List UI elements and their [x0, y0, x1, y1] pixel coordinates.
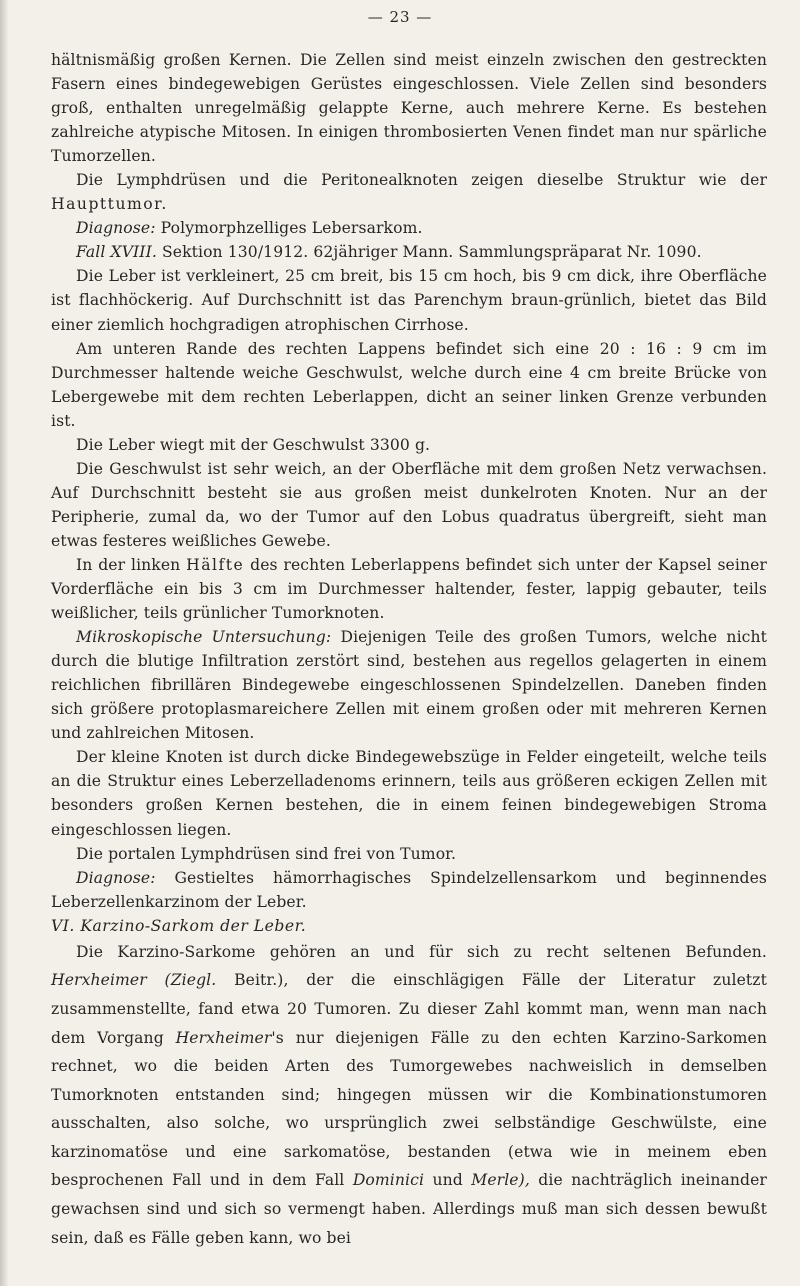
section-heading: VI. Karzino-Sarkom der Leber. — [51, 916, 307, 935]
microscopy-label: Mikroskopische Untersuchung: — [76, 628, 332, 647]
paragraph: Die Leber ist verkleinert, 25 cm breit, bis 15 cm hoch, bis 9 cm dick, ihre Oberfläche ist flachhöckerig. Auf Durchschnitt ist das Parenchym braun-grünlich, bietet das Bild einer ziemlich hochgradigen atrophischen Cirrhose. — [51, 267, 767, 334]
paragraph: Am unteren Rande des rechten Lappens befindet sich eine 20 : 16 : 9 cm im Durchmesser haltende weiche Geschwulst, welche durch eine 4 cm breite Brücke von Lebergewebe mit dem rechten Leberlappen, dicht an seiner linken Grenze verbunden ist. — [51, 339, 767, 430]
paragraph: Die Karzino-Sarkome gehören an und für sich zu recht seltenen Befunden. Herxheimer (Ziegl. Beitr.), der die einschlägigen Fälle der Literatur zuletzt zusammenstellte, fand etwa 20 Tumoren. Zu dieser Zahl kommt man, wenn man nach dem Vorgang Herxheimer's nur diejenigen Fälle zu den echten Karzino-Sarkomen rechnet, wo die beiden Arten des Tumorgewebes nachweislich in demselben Tumorknoten entstanden sind; hingegen müssen wir die Kombinationstumoren ausschalten, also solche, wo ursprünglich zwei selbständige Geschwülste, eine karzinomatöse und eine sarkomatöse, bestanden (etwa wie in meinem eben besprochenen Fall und in dem Fall Dominici und Merle), die nachträglich ineinander gewachsen sind und sich so vermengt haben. Allerdings muß man sich dessen bewußt sein, daß es Fälle geben kann, wo bei — [51, 942, 768, 1247]
paragraph: In der linken Hälfte des rechten Leberlappens befindet sich unter der Kapsel seiner Vorderfläche ein bis 3 cm im Durchmesser haltender, fester, lappig gebauter, teils weißlicher, teils grünlicher Tumorknoten. — [51, 555, 767, 623]
diagnosis: Diagnose: Polymorphzelliges Lebersarkom. — [76, 219, 423, 238]
page-number: — 23 — — [367, 8, 433, 26]
paragraph: Der kleine Knoten ist durch dicke Bindegewebszüge in Felder eingeteilt, welche teils an die Struktur eines Leberzelladenoms erinnern, teils aus größeren eckigen Zellen mit besonders großen Kernen bestehen, die in einem feinen bindegewebigen Stroma eingeschlossen liegen. — [51, 748, 767, 839]
spaced-word: Hälfte — [186, 555, 245, 574]
diagnosis-label: Diagnose: — [76, 868, 156, 887]
case-heading: Fall XVIII. Sektion 130/1912. 62jähriger Mann. Sammlungspräparat Nr. 1090. — [76, 243, 702, 262]
paragraph: Die portalen Lymphdrüsen sind frei von Tumor. — [76, 844, 457, 863]
paragraph: hältnismäßig großen Kernen. Die Zellen sind meist einzeln zwischen den gestreckten Fasern eines bindegewebigen Gerüstes eingeschlossen. Viele Zellen sind besonders groß, enthalten unregelmäßig gelappte Kerne, auch mehrere Kerne. Es bestehen zahlreiche atypische Mitosen. In einigen thrombosierten Venen findet man nur spärliche Tumorzellen. — [51, 51, 767, 166]
microscopy-paragraph: Mikroskopische Untersuchung: Diejenigen Teile des großen Tumors, welche nicht durch die blutige Infiltration zerstört sind, bestehen aus regellos gelagerten in einem reichlichen fibrillären Bindegewebe eingeschlossenen Spindelzellen. Daneben finden sich größere protoplasmareichere Zellen mit einem großen oder mit mehreren Kernen und zahlreichen Mitosen. — [51, 628, 767, 743]
page-edge-shadow — [0, 0, 8, 1286]
spaced-word: Haupttumor. — [51, 195, 168, 214]
diagnosis-label: Diagnose: — [76, 219, 156, 238]
paragraph: Die Lymphdrüsen und die Peritonealknoten zeigen dieselbe Struktur wie der Haupttumor. — [51, 171, 767, 214]
diagnosis: Diagnose: Gestieltes hämorrhagisches Spindelzellensarkom und beginnendes Leberzellenkarzinom der Leber. — [51, 868, 767, 911]
paragraph: Die Geschwulst ist sehr weich, an der Oberfläche mit dem großen Netz verwachsen. Auf Durchschnitt besteht sie aus großen meist dunkelroten Knoten. Nur an der Peripherie, zumal da, wo der Tumor auf den Lobus quadratus übergreift, sieht man etwas festeres weißliches Gewebe. — [51, 459, 767, 550]
case-label: Fall XVIII. — [76, 243, 157, 262]
body-text — [51, 48, 767, 1252]
paragraph: Die Leber wiegt mit der Geschwulst 3300 g. — [76, 435, 431, 454]
